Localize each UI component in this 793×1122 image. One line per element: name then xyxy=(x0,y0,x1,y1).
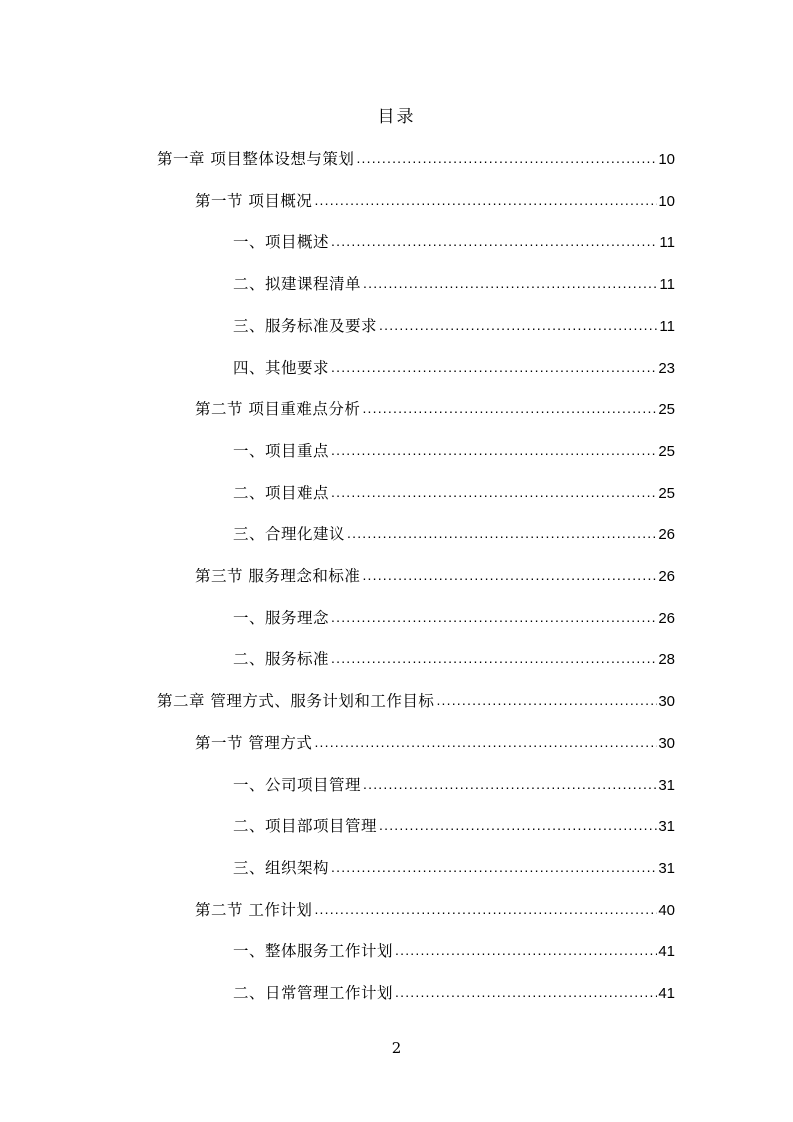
toc-entry-label: 二、项目部项目管理 xyxy=(233,817,378,836)
toc-entry-subsection[interactable] xyxy=(233,855,675,881)
dot-leader xyxy=(379,812,657,838)
dot-leader xyxy=(347,520,657,546)
toc-entry-label: 一、项目概述 xyxy=(233,233,330,252)
toc-entry-label: 第二章 管理方式、服务计划和工作目标 xyxy=(157,692,435,711)
dot-leader xyxy=(331,228,658,254)
toc-entry-page: 31 xyxy=(658,776,675,794)
toc-entry-label: 三、合理化建议 xyxy=(233,525,346,544)
toc-entry-page: 10 xyxy=(658,151,675,168)
toc-entry-label: 第一节 管理方式 xyxy=(195,733,313,752)
toc-entry-subsection[interactable] xyxy=(233,521,675,547)
toc-entry-subsection[interactable] xyxy=(233,605,675,631)
toc-entry-section[interactable] xyxy=(195,188,675,214)
toc-entry-label: 二、项目难点 xyxy=(233,483,330,502)
toc-entry-page: 30 xyxy=(658,734,675,752)
dot-leader xyxy=(331,604,657,630)
toc-entry-page: 10 xyxy=(658,192,675,210)
toc-entry-page: 25 xyxy=(658,484,675,502)
toc-entry-subsection[interactable] xyxy=(233,813,675,839)
toc-entry-label: 一、项目重点 xyxy=(233,441,330,460)
toc-entry-subsection[interactable] xyxy=(233,313,675,339)
toc-entry-chapter[interactable] xyxy=(157,146,675,172)
toc-entry-section[interactable] xyxy=(195,730,675,756)
toc-entry-label: 第三节 服务理念和标准 xyxy=(195,567,361,585)
toc-entry-page: 40 xyxy=(658,901,675,919)
dot-leader xyxy=(314,729,657,755)
toc-entry-label: 一、服务理念 xyxy=(233,608,330,627)
toc-entry-subsection[interactable] xyxy=(233,229,675,255)
toc-entry-label: 一、公司项目管理 xyxy=(233,775,362,794)
dot-leader xyxy=(331,645,657,671)
dot-leader xyxy=(395,979,657,1005)
toc-entry-page: 41 xyxy=(658,985,675,1002)
toc-entry-label: 二、服务标准 xyxy=(233,650,330,669)
dot-leader xyxy=(356,145,657,171)
toc-entry-page: 26 xyxy=(658,526,675,544)
toc-entry-page: 28 xyxy=(658,651,675,669)
dot-leader xyxy=(362,562,657,588)
toc-entry-subsection[interactable] xyxy=(233,355,675,381)
toc-entry-page: 25 xyxy=(658,442,675,460)
toc-entry-chapter[interactable] xyxy=(157,688,675,714)
toc-entry-page: 25 xyxy=(658,401,675,419)
toc-entry-label: 第一章 项目整体设想与策划 xyxy=(157,150,355,168)
dot-leader xyxy=(379,312,658,338)
dot-leader xyxy=(331,354,657,380)
dot-leader xyxy=(331,437,657,463)
toc-entry-page: 30 xyxy=(658,693,675,711)
toc-entry-label: 四、其他要求 xyxy=(233,358,330,377)
toc-entry-page: 41 xyxy=(658,943,675,961)
dot-leader xyxy=(395,937,657,963)
toc-entry-label: 三、组织架构 xyxy=(233,858,330,877)
dot-leader xyxy=(362,395,657,421)
toc-entry-subsection[interactable] xyxy=(233,980,675,1006)
toc-entry-page: 31 xyxy=(658,818,675,836)
dot-leader xyxy=(363,270,658,296)
toc-entry-label: 第二节 工作计划 xyxy=(195,900,313,919)
page-number: 2 xyxy=(391,1039,402,1057)
dot-leader xyxy=(363,771,657,797)
toc-entry-subsection[interactable] xyxy=(233,772,675,798)
toc-entry-label: 一、整体服务工作计划 xyxy=(233,942,394,961)
toc-entry-section[interactable] xyxy=(195,563,675,589)
toc-entry-subsection[interactable] xyxy=(233,938,675,964)
toc-entry-subsection[interactable] xyxy=(233,438,675,464)
toc-entry-section[interactable] xyxy=(195,396,675,422)
toc-entry-page: 11 xyxy=(659,234,675,252)
toc-entry-page: 23 xyxy=(658,359,675,377)
dot-leader xyxy=(436,687,657,713)
toc-title: 目录 xyxy=(377,107,416,127)
toc-entry-subsection[interactable] xyxy=(233,271,675,297)
toc-entry-subsection[interactable] xyxy=(233,480,675,506)
toc-entry-page: 11 xyxy=(659,317,675,335)
toc-entry-label: 二、拟建课程清单 xyxy=(233,275,362,294)
dot-leader xyxy=(331,479,657,505)
toc-entry-page: 31 xyxy=(658,859,675,877)
dot-leader xyxy=(331,854,657,880)
toc-entry-subsection[interactable] xyxy=(233,646,675,672)
dot-leader xyxy=(314,896,657,922)
toc-entry-label: 第二节 项目重难点分析 xyxy=(195,400,361,419)
toc-entry-label: 三、服务标准及要求 xyxy=(233,316,378,335)
dot-leader xyxy=(314,187,657,213)
toc-entry-page: 11 xyxy=(659,276,675,294)
toc-entry-page: 26 xyxy=(658,609,675,627)
toc-entry-label: 第一节 项目概况 xyxy=(195,191,313,210)
toc-entry-section[interactable] xyxy=(195,897,675,923)
toc-entry-page: 26 xyxy=(658,568,675,585)
toc-entry-label: 二、日常管理工作计划 xyxy=(233,984,394,1002)
